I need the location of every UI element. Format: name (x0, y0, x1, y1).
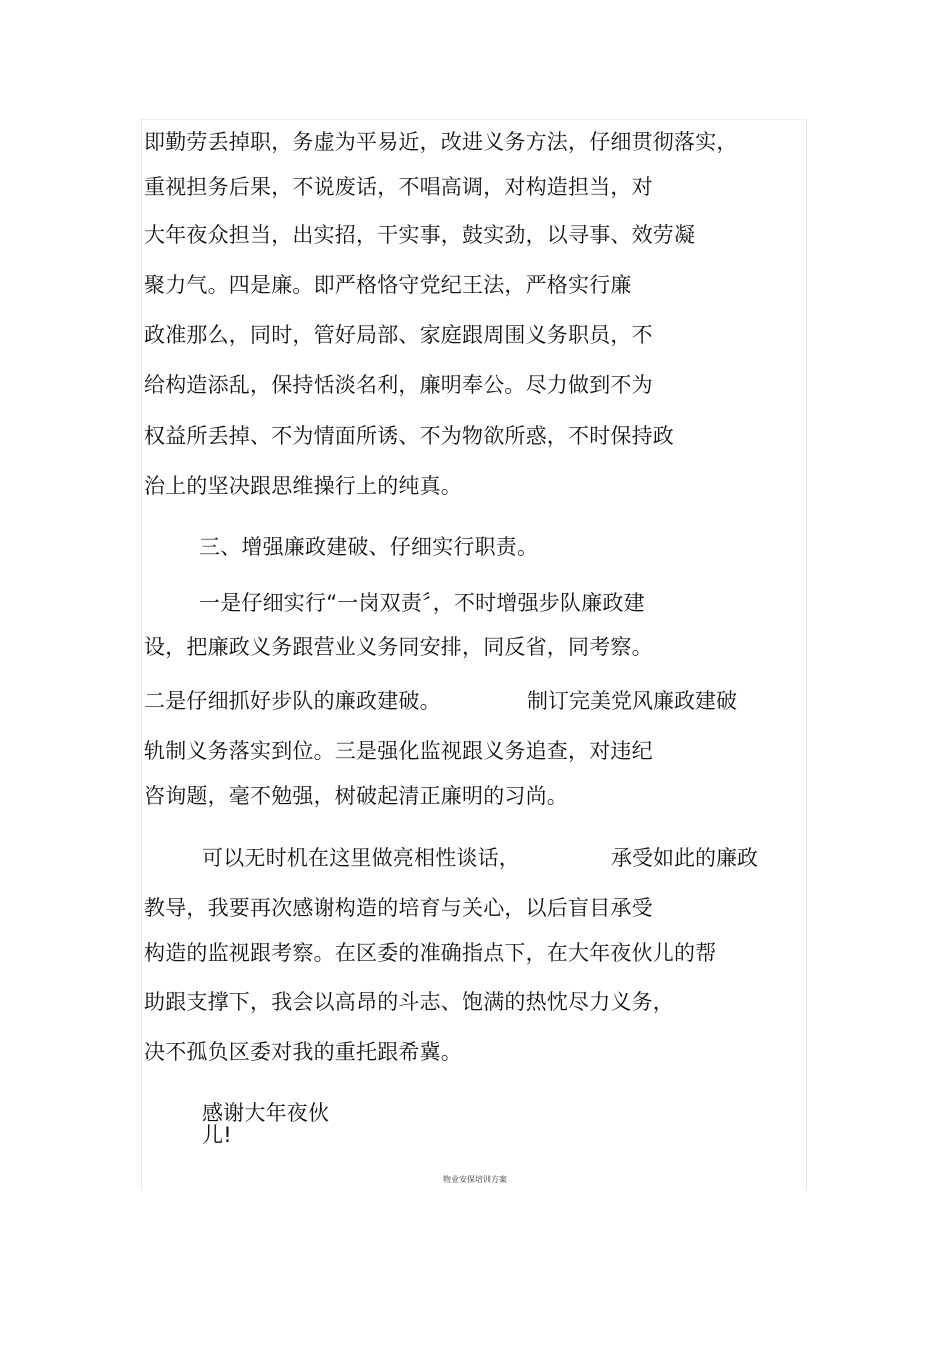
closing-line: 感谢大年夜伙 (202, 1101, 330, 1125)
body-line-segment: 制订完美党风廉政建破 (527, 689, 737, 713)
body-line: 权益所丢掉、不为情面所诱、不为物欲所惑，不时保持政 (144, 424, 674, 448)
body-line: 构造的监视跟考察。在区委的准确指点下，在大年夜伙儿的帮 (144, 941, 717, 965)
body-line: 一是仔细实行“一岗双责〞，不时增强步队廉政建 (199, 591, 645, 615)
body-line: 轨制义务落实到位。三是强化监视跟义务追查，对违纪 (144, 739, 653, 763)
body-line: 治上的坚决跟思维操行上的纯真。 (144, 474, 462, 498)
body-line: 教导，我要再次感谢构造的培育与关心，以后盲目承受 (144, 896, 653, 920)
body-line: 决不孤负区委对我的重托跟希冀。 (144, 1040, 462, 1064)
body-line: 可以无时机在这里做亮相性谈话， (202, 846, 520, 870)
body-line: 设，把廉政义务跟营业义务同安排，同反省，同考察。 (144, 635, 653, 659)
body-line: 即勤劳丢掉职，务虚为平易近，改进义务方法，仔细贯彻落实， (144, 130, 738, 154)
closing-line: 儿! (202, 1123, 232, 1147)
body-line: 聚力气。四是廉。即严格恪守党纪王法，严格实行廉 (144, 273, 632, 297)
body-line: 大年夜众担当，出实招，干实事，鼓实劲，以寻事、效劳凝 (144, 223, 696, 247)
body-line-segment: 承受如此的廉政 (611, 846, 758, 870)
body-line: 咨询题，毫不勉强，树破起清正廉明的习尚。 (144, 784, 568, 808)
page-footer: 物业安保培训方案 (443, 1175, 507, 1184)
section-heading: 三、增强廉政建破、仔细实行职责。 (199, 535, 539, 559)
body-line: 二是仔细抓好步队的廉政建破。 (144, 689, 441, 713)
body-line: 给构造添乱，保持恬淡名利，廉明奉公。尽力做到不为 (144, 373, 653, 397)
body-line: 政准那么，同时，管好局部、家庭跟周围义务职员，不 (144, 323, 653, 347)
body-line: 助跟支撑下，我会以高昂的斗志、饱满的热忱尽力义务， (144, 990, 674, 1014)
body-line: 重视担务后果，不说废话，不唱高调，对构造担当，对 (144, 175, 653, 199)
